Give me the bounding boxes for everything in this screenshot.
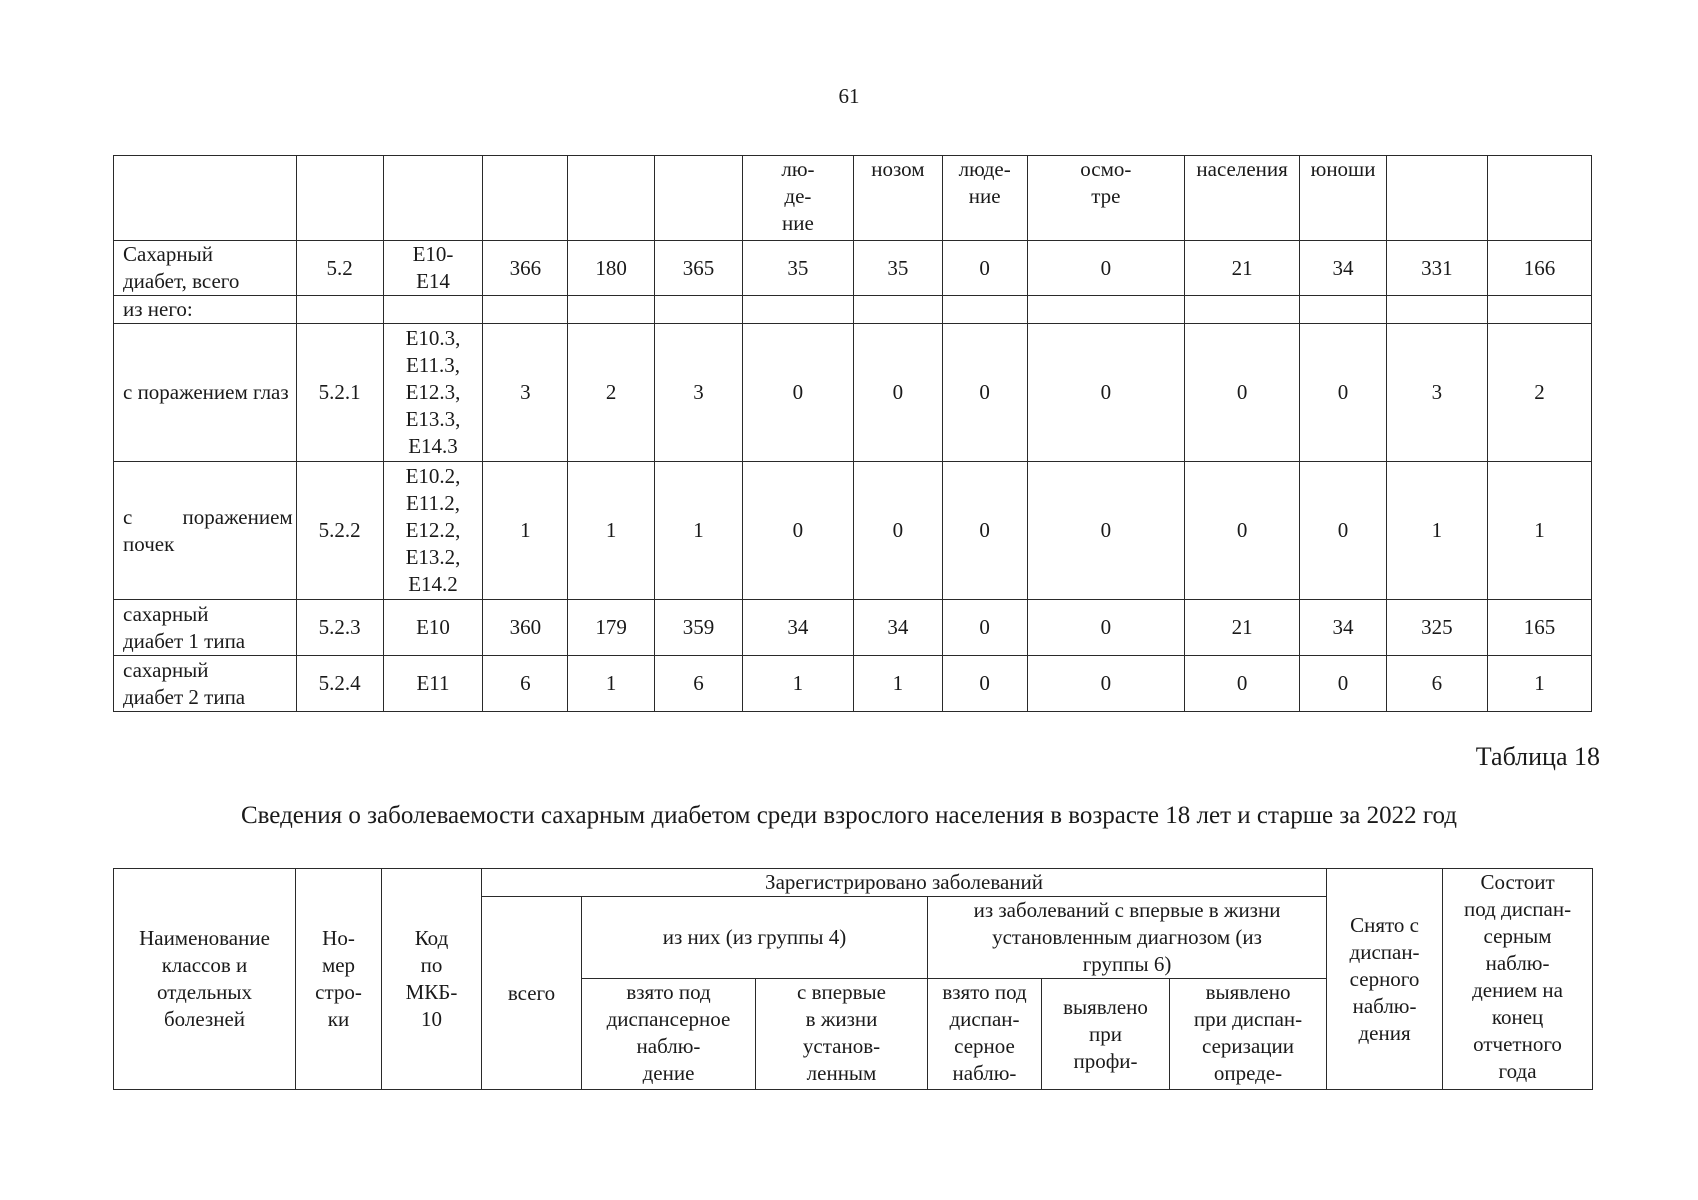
- cell: 3: [655, 324, 743, 462]
- table-row: [114, 296, 1592, 324]
- cell: 180: [568, 241, 655, 296]
- header-taken-dispensary: взято под диспансерное наблю- дение: [582, 979, 756, 1090]
- cell: 0: [942, 324, 1027, 462]
- header-fragment: юноши: [1300, 156, 1387, 241]
- cell: [383, 296, 483, 324]
- cell: 1: [568, 656, 655, 712]
- table-row: [114, 241, 1592, 296]
- cell: [1386, 296, 1487, 324]
- cell: 6: [1386, 656, 1487, 712]
- cell: 21: [1185, 600, 1300, 656]
- header-fragment: населения: [1185, 156, 1300, 241]
- cell: 1: [742, 656, 853, 712]
- cell: 0: [942, 600, 1027, 656]
- header-fragment: [1487, 156, 1591, 241]
- cell: 179: [568, 600, 655, 656]
- header-fragment: осмо- тре: [1027, 156, 1184, 241]
- cell: 3: [1386, 324, 1487, 462]
- cell: 0: [942, 656, 1027, 712]
- row-name: с поражением почек: [114, 462, 297, 600]
- row-line-number: 5.2.3: [296, 600, 383, 656]
- cell: 0: [1300, 462, 1387, 600]
- cell: 21: [1185, 241, 1300, 296]
- row-icd-code: Е10: [383, 600, 483, 656]
- header-removed: Снято с диспан- серного наблю- дения: [1327, 869, 1443, 1090]
- row-name: Сахарный диабет, всего: [114, 241, 297, 296]
- cell: 325: [1386, 600, 1487, 656]
- cell: 0: [1027, 656, 1184, 712]
- row-icd-code: Е10.3, Е11.3, Е12.3, Е13.3, Е14.3: [383, 324, 483, 462]
- cell: [1300, 296, 1387, 324]
- cell: 0: [942, 241, 1027, 296]
- cell: [853, 296, 942, 324]
- cell: [568, 296, 655, 324]
- cell: 2: [1487, 324, 1591, 462]
- cell: 1: [655, 462, 743, 600]
- cell: 34: [1300, 241, 1387, 296]
- cell: 0: [1300, 324, 1387, 462]
- cell: 35: [853, 241, 942, 296]
- cell: 0: [1027, 462, 1184, 600]
- cell: [483, 296, 568, 324]
- cell: 0: [1027, 324, 1184, 462]
- header-fragment: [568, 156, 655, 241]
- header-line-number: Но- мер стро- ки: [296, 869, 382, 1090]
- cell: 1: [1487, 656, 1591, 712]
- cell: 34: [1300, 600, 1387, 656]
- header-fragment: [483, 156, 568, 241]
- cell: 0: [1185, 656, 1300, 712]
- cell: 6: [655, 656, 743, 712]
- row-icd-code: Е10.2, Е11.2, Е12.2, Е13.2, Е14.2: [383, 462, 483, 600]
- header-registered: Зарегистрировано заболеваний: [482, 869, 1327, 897]
- table-18-header: [113, 868, 1593, 1090]
- header-found-prof: выявлено при профи-: [1042, 979, 1170, 1090]
- cell: 166: [1487, 241, 1591, 296]
- row-line-number: 5.2.4: [296, 656, 383, 712]
- row-line-number: 5.2: [296, 241, 383, 296]
- header-of-them-group4: из них (из группы 4): [582, 897, 928, 979]
- header-fragment: люде- ние: [942, 156, 1027, 241]
- cell: [1487, 296, 1591, 324]
- table-row: [114, 600, 1592, 656]
- cell: 1: [483, 462, 568, 600]
- row-name: сахарный диабет 2 типа: [114, 656, 297, 712]
- cell: 35: [742, 241, 853, 296]
- cell: 2: [568, 324, 655, 462]
- cell: 1: [568, 462, 655, 600]
- table-row: [114, 462, 1592, 600]
- row-icd-code: Е10- Е14: [383, 241, 483, 296]
- cell: [655, 296, 743, 324]
- cell: 0: [853, 324, 942, 462]
- cell: 34: [853, 600, 942, 656]
- row-line-number: 5.2.1: [296, 324, 383, 462]
- table-row: [114, 656, 1592, 712]
- header-fragment: [1386, 156, 1487, 241]
- row-line-number: 5.2.2: [296, 462, 383, 600]
- cell: 366: [483, 241, 568, 296]
- header-total: всего: [482, 897, 582, 1090]
- header-fragment: [114, 156, 297, 241]
- cell: 1: [853, 656, 942, 712]
- row-name: сахарный диабет 1 типа: [114, 600, 297, 656]
- cell: 0: [942, 462, 1027, 600]
- row-name: с поражением глаз: [114, 324, 297, 462]
- cell: 0: [742, 324, 853, 462]
- cell: [742, 296, 853, 324]
- cell: 0: [1027, 241, 1184, 296]
- header-found-dispensarization: выявлено при диспан- серизации опреде-: [1170, 979, 1327, 1090]
- header-fragment: [655, 156, 743, 241]
- table-title: Сведения о заболеваемости сахарным диабетом среди взрослого населения в возрасте 18 лет и старше за 2022 год: [240, 802, 1458, 829]
- header-taken-dispensary-2: взято под диспан- серное наблю-: [928, 979, 1042, 1090]
- cell: 1: [1386, 462, 1487, 600]
- header-fragment: [296, 156, 383, 241]
- cell: 331: [1386, 241, 1487, 296]
- header-fragment: [383, 156, 483, 241]
- cell: 0: [853, 462, 942, 600]
- cell: [942, 296, 1027, 324]
- cell: [296, 296, 383, 324]
- table-continued: [113, 155, 1592, 712]
- cell: 0: [1300, 656, 1387, 712]
- header-icd-code: Код по МКБ- 10: [382, 869, 482, 1090]
- table-header-fragment-row: [114, 156, 1592, 241]
- cell: 0: [1185, 462, 1300, 600]
- cell: 6: [483, 656, 568, 712]
- header-consists: Состоит под диспан- серным наблю- дением на конец отчетного года: [1443, 869, 1593, 1090]
- header-name: Наименование классов и отдельных болезней: [114, 869, 296, 1090]
- header-fragment: нозом: [853, 156, 942, 241]
- cell: 34: [742, 600, 853, 656]
- header-of-first-time-group6: из заболеваний с впервые в жизни установленным диагнозом (из группы 6): [928, 897, 1327, 979]
- header-first-time: с впервые в жизни установ- ленным: [756, 979, 928, 1090]
- cell: 359: [655, 600, 743, 656]
- cell: [1185, 296, 1300, 324]
- row-icd-code: Е11: [383, 656, 483, 712]
- row-name: из него:: [114, 296, 297, 324]
- cell: 1: [1487, 462, 1591, 600]
- cell: 0: [1185, 324, 1300, 462]
- cell: 165: [1487, 600, 1591, 656]
- cell: 365: [655, 241, 743, 296]
- cell: 360: [483, 600, 568, 656]
- table-caption: Таблица 18: [1475, 742, 1600, 771]
- cell: 3: [483, 324, 568, 462]
- cell: 0: [1027, 600, 1184, 656]
- header-fragment: лю- де- ние: [742, 156, 853, 241]
- cell: [1027, 296, 1184, 324]
- cell: 0: [742, 462, 853, 600]
- page-number: 61: [838, 84, 860, 108]
- table-row: [114, 324, 1592, 462]
